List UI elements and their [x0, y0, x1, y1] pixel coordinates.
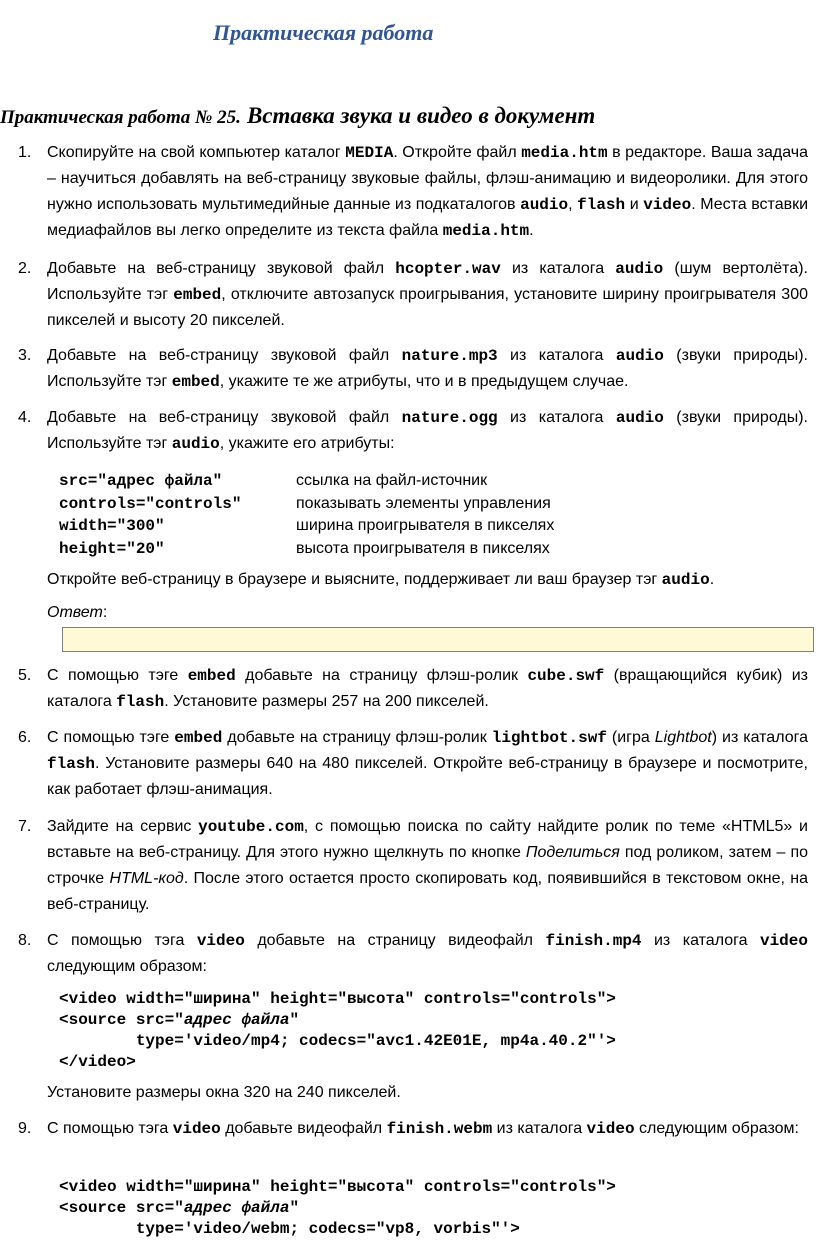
- task-item-1: [18, 140, 808, 244]
- italic-term: Поделиться: [525, 844, 620, 861]
- task-number: 9.: [18, 1120, 32, 1137]
- task-number: 8.: [18, 932, 32, 949]
- text-run: С помощью тэга: [47, 932, 197, 949]
- text-run: из каталога: [500, 260, 616, 277]
- task-text: [47, 256, 808, 334]
- text-run: добавьте на страницу видеофайл: [244, 932, 546, 949]
- text-run: Добавьте на веб-страницу звуковой файл: [47, 409, 402, 426]
- attribute-list: [59, 470, 554, 560]
- italic-term: HTML-код: [109, 870, 184, 887]
- code-text: <source src=": [59, 1011, 184, 1029]
- code-term: video: [586, 1120, 635, 1138]
- attribute-row: [59, 493, 554, 516]
- text-run: С помощью тэга: [47, 1120, 173, 1137]
- code-block-webm: [59, 1177, 616, 1240]
- code-term: nature.mp3: [401, 347, 498, 365]
- attribute-row: [59, 515, 554, 538]
- text-run: Добавьте на веб-страницу звуковой файл: [47, 347, 402, 364]
- text-run: (вращающийся кубик) из каталога: [47, 667, 809, 710]
- code-text: type='video/mp4; codecs="avc1.42E01E, mp4a.40.2"'>: [59, 1032, 616, 1050]
- code-term: flash: [577, 196, 626, 214]
- text-run: . Установите размеры 257 на 200 пикселей.: [164, 693, 489, 710]
- code-text: type='video/webm; codecs="vp8, vorbis"'>: [59, 1220, 520, 1238]
- code-term: flash: [116, 693, 165, 711]
- text-run: Добавьте на веб-страницу звуковой файл: [47, 260, 396, 277]
- code-text: <video width="ширина" height="высота" controls="controls">: [59, 990, 616, 1008]
- text-run: , с помощью поиска по сайту найдите ролик по теме «HTML5» и вставьте на веб-страницу. Для этого нужно щелкнуть по кнопке: [47, 818, 808, 861]
- attribute-code: width="300": [59, 517, 165, 535]
- code-term: audio: [661, 571, 710, 589]
- attribute-desc: ширина проигрывателя в пикселях: [296, 517, 555, 534]
- code-term: media.htm: [442, 222, 530, 240]
- text-run: Откройте веб-страницу в браузере и выясните, поддерживает ли ваш браузер тэг: [47, 571, 662, 588]
- task-item-7: [18, 814, 808, 918]
- text-run: , укажите его атрибуты:: [219, 435, 395, 452]
- text-run: С помощью тэге: [47, 729, 175, 746]
- text-run: в редакторе. Ваша задача – научиться добавлять на веб-страницу звуковые файлы, флэш-анимацию и видеоролики. Для этого нужно использовать мультимедийные данные из подкаталогов: [47, 144, 809, 213]
- code-term: cube.swf: [527, 667, 605, 685]
- code-term: video: [759, 932, 808, 950]
- task-text: [47, 725, 808, 803]
- attribute-desc: высота проигрывателя в пикселях: [296, 539, 550, 557]
- task-number: 3.: [18, 347, 32, 364]
- code-term: embed: [187, 667, 236, 685]
- open-browser-instruction: [47, 571, 714, 589]
- work-title: [0, 103, 595, 129]
- text-run: следующим образом:: [47, 958, 207, 975]
- text-run: (шум вертолёта). Используйте тэг: [47, 260, 809, 303]
- code-term: MEDIA: [345, 144, 394, 162]
- task-text: [47, 928, 808, 980]
- code-placeholder: адрес файла: [183, 1199, 290, 1217]
- code-term: youtube.com: [198, 818, 304, 836]
- task-number: 2.: [18, 260, 32, 277]
- code-line: [59, 1177, 616, 1198]
- text-run: . Откройте файл: [393, 144, 522, 161]
- task-item-2: [18, 256, 808, 334]
- work-number: Практическая работа № 25.: [0, 107, 241, 128]
- task-number: 5.: [18, 667, 32, 684]
- text-run: Зайдите на сервис: [47, 818, 199, 835]
- code-term: media.htm: [521, 144, 608, 162]
- code-term: flash: [47, 755, 96, 773]
- code-text: <video width="ширина" height="высота" controls="controls">: [59, 1178, 616, 1196]
- task-text: [47, 1116, 808, 1142]
- text-run: и: [625, 196, 644, 213]
- text-run: С помощью тэге: [47, 667, 188, 684]
- work-topic: Вставка звука и видео в документ: [246, 103, 596, 128]
- text-run: добавьте на страницу флэш-ролик: [235, 667, 528, 684]
- code-term: lightbot.swf: [491, 729, 607, 747]
- answer-label: Ответ:: [47, 604, 108, 621]
- text-run: добавьте на страницу флэш-ролик: [222, 729, 492, 746]
- code-term: audio: [615, 409, 664, 427]
- attribute-row: [59, 470, 554, 493]
- task-number: 6.: [18, 729, 32, 746]
- text-run: из каталога: [641, 932, 760, 949]
- attribute-code: height="20": [59, 539, 165, 558]
- code-text: </video>: [59, 1053, 136, 1071]
- code-term: video: [643, 196, 692, 214]
- code-block-mp4: [59, 989, 616, 1073]
- task-text: [47, 140, 808, 244]
- text-run: (игра: [606, 729, 655, 746]
- code-term: video: [172, 1120, 221, 1138]
- task-text: [47, 343, 808, 395]
- attribute-code: src="адрес файла": [59, 472, 223, 490]
- text-run: . Места вставки медиафайлов вы легко определите из текста файла: [47, 196, 809, 239]
- code-line: [59, 989, 616, 1010]
- code-term: nature.ogg: [401, 409, 498, 427]
- code-line: [59, 1031, 616, 1052]
- document-title: Практическая работа: [213, 20, 434, 45]
- text-run: из каталога: [497, 409, 616, 426]
- code-line: [59, 1052, 616, 1073]
- text-run: . После этого остается просто скопировать код, появившийся в текстовом окне, на веб-страницу.: [47, 870, 808, 913]
- code-text: ": [289, 1199, 300, 1217]
- text-run: . Установите размеры 640 на 480 пикселей. Откройте веб-страницу в браузере и посмотрите, как работает флэш-анимация.: [47, 755, 808, 798]
- text-run: из каталога: [497, 347, 616, 364]
- task-item-6: [18, 725, 808, 803]
- code-term: embed: [173, 286, 222, 304]
- attribute-row: [59, 538, 554, 561]
- code-term: embed: [171, 373, 220, 391]
- code-term: audio: [171, 435, 220, 453]
- attribute-desc: ссылка на файл-источник: [296, 472, 488, 489]
- code-term: hcopter.wav: [395, 260, 501, 278]
- text-run: , укажите те же атрибуты, что и в предыдущем случае.: [219, 373, 629, 390]
- task-item-9: [18, 1116, 808, 1142]
- code-placeholder: адрес файла: [183, 1011, 290, 1029]
- task-number: 7.: [18, 818, 32, 835]
- task-text: [47, 814, 808, 918]
- text-run: .: [529, 222, 534, 239]
- task-number: 1.: [18, 144, 32, 161]
- text-run: Скопируйте на свой компьютер каталог: [47, 144, 346, 161]
- text-run: , отключите автозапуск проигрывания, установите ширину проигрывателя 300 пикселей и высоту 20 пикселей.: [47, 286, 808, 329]
- code-term: audio: [520, 196, 569, 214]
- code-line: [59, 1198, 616, 1219]
- task-item-5: [18, 663, 808, 715]
- text-run: добавьте видеофайл: [220, 1120, 387, 1137]
- text-run: (звуки природы). Используйте тэг: [47, 409, 808, 452]
- attribute-desc: показывать элементы управления: [296, 494, 551, 512]
- text-run: под роликом, затем – по строчке: [47, 844, 809, 887]
- text-run: ,: [568, 196, 578, 213]
- code-line: [59, 1219, 616, 1240]
- code-term: finish.webm: [386, 1120, 493, 1138]
- attribute-code: controls="controls": [59, 494, 242, 513]
- task-number: 4.: [18, 409, 32, 426]
- text-run: .: [709, 571, 715, 588]
- task-item-3: [18, 343, 808, 395]
- code-term: finish.mp4: [545, 932, 642, 950]
- italic-term: Lightbot: [654, 729, 712, 746]
- text-run: ) из каталога: [711, 729, 808, 746]
- text-run: (звуки природы). Используйте тэг: [47, 347, 808, 390]
- task-item-4: [18, 405, 808, 457]
- task-item-8: [18, 928, 808, 980]
- answer-field[interactable]: [62, 627, 814, 652]
- code-line: [59, 1010, 616, 1031]
- code-text: <source src=": [59, 1199, 184, 1217]
- code-term: embed: [174, 729, 223, 747]
- size-instruction: Установите размеры окна 320 на 240 пикселей.: [47, 1084, 401, 1101]
- code-term: audio: [615, 260, 664, 278]
- code-text: ": [289, 1011, 300, 1029]
- text-run: следующим образом:: [634, 1120, 799, 1137]
- code-term: video: [196, 932, 245, 950]
- code-term: audio: [615, 347, 664, 365]
- task-text: [47, 663, 808, 715]
- text-run: из каталога: [492, 1120, 587, 1137]
- task-text: [47, 405, 808, 457]
